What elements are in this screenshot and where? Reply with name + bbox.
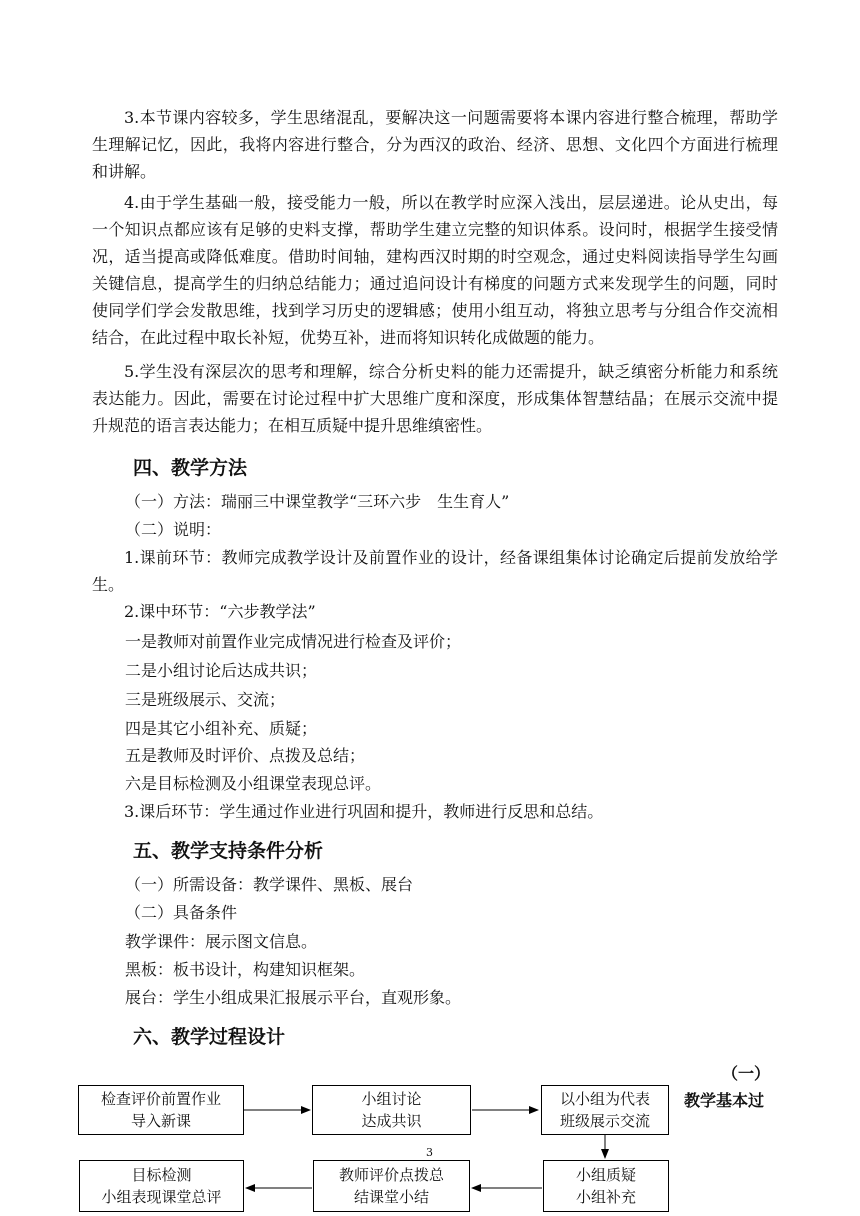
flow-box-target-check	[79, 1160, 244, 1212]
condition-item-2: 黑板：板书设计，构建知识框架。	[125, 960, 366, 979]
flow-box-group-question	[543, 1160, 669, 1212]
flow-box-check-homework	[78, 1085, 244, 1135]
flow-box-3-line-1: 以小组为代表	[559, 1090, 650, 1108]
flow-box-5-line-2: 结课堂小结	[353, 1188, 429, 1206]
section-5-heading: 五、教学支持条件分析	[133, 840, 324, 862]
subheading-part-b: 教学基本过	[684, 1091, 765, 1110]
step-4: 四是其它小组补充、质疑；	[125, 719, 318, 738]
flow-box-1-line-1: 检查评价前置作业	[100, 1090, 221, 1108]
flow-box-2-line-1: 小组讨论	[361, 1090, 422, 1108]
flow-box-teacher-review	[313, 1160, 470, 1212]
flow-box-3-line-2: 班级展示交流	[559, 1112, 650, 1130]
step-3: 三是班级展示、交流；	[125, 690, 286, 709]
flow-box-6-line-2: 小组表现课堂总评	[101, 1188, 222, 1206]
paragraph-4: 4.由于学生基础一般，接受能力一般，所以在教学时应深入浅出，层层递进。论从史出，每一个知识点都应该有足够的史料支撑，帮助学生建立完整的知识体系。设问时，根据学生接受情况，适当提高或降低难度。借助时间轴，建构西汉时期的时空观念，通过史料阅读指导学生勾画关键信息，提高学生的归纳总结能力；通过追问设计有梯度的问题方式来发现学生的问题，同时使同学们学会发散思维，找到学习历史的逻辑感；使用小组互动，将独立思考与分组合作交流相结合，在此过程中取长补短，优势互补，进而将知识转化成做题的能力。	[92, 193, 778, 347]
equipment-line: （一）所需设备：教学课件、黑板、展台	[125, 875, 414, 894]
flow-box-2-line-2: 达成共识	[361, 1112, 422, 1130]
conditions-line: （二）具备条件	[125, 903, 238, 922]
flow-box-4-line-2: 小组补充	[575, 1188, 636, 1206]
flow-box-5-line-1: 教师评价点拨总	[338, 1166, 444, 1184]
section-6-heading: 六、教学过程设计	[133, 1026, 286, 1048]
paragraph-3: 3.本节课内容较多，学生思绪混乱，要解决这一问题需要将本课内容进行整合梳理，帮助学生理解记忆，因此，我将内容进行整合，分为西汉的政治、经济、思想、文化四个方面进行梳理和讲解。	[92, 108, 778, 181]
flow-box-6-line-1: 目标检测	[131, 1166, 192, 1184]
step-1: 一是教师对前置作业完成情况进行检查及评价；	[125, 632, 462, 651]
post-class-line: 3.课后环节：学生通过作业进行巩固和提升，教师进行反思和总结。	[124, 802, 604, 821]
condition-item-1: 教学课件：展示图文信息。	[125, 932, 318, 951]
section-4-heading: 四、教学方法	[133, 457, 248, 479]
step-2: 二是小组讨论后达成共识；	[125, 661, 318, 680]
flow-box-1-line-2: 导入新课	[130, 1112, 191, 1130]
condition-item-3: 展台：学生小组成果汇报展示平台，直观形象。	[125, 988, 462, 1007]
explain-line: （二）说明：	[125, 520, 222, 539]
paragraph-5: 5.学生没有深层次的思考和理解，综合分析史料的能力还需提升，缺乏缜密分析能力和系统表达能力。因此，需要在讨论过程中扩大思维广度和深度，形成集体智慧结晶；在展示交流中提升规范的语言表达能力；在相互质疑中提升思维缜密性。	[92, 362, 778, 435]
step-6: 六是目标检测及小组课堂表现总评。	[125, 774, 382, 793]
page-number: 3	[426, 1146, 433, 1159]
flow-box-4-line-1: 小组质疑	[575, 1166, 636, 1184]
flow-box-group-discussion	[312, 1085, 471, 1135]
in-class-line: 2.课中环节：“六步教学法”	[124, 602, 316, 621]
pre-class-paragraph: 1.课前环节：教师完成教学设计及前置作业的设计，经备课组集体讨论确定后提前发放给学生。	[92, 548, 778, 594]
step-5: 五是教师及时评价、点拨及总结；	[125, 746, 366, 765]
method-line: （一）方法：瑞丽三中课堂教学“三环六步 生生育人”	[125, 492, 510, 511]
subheading-part-a: （一）	[722, 1064, 771, 1083]
flow-box-class-display	[541, 1085, 669, 1135]
